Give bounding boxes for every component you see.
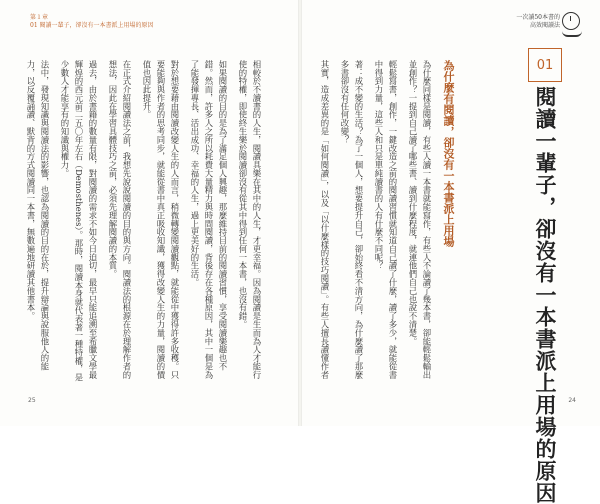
book-series-label: 一次讀50本書的 高效閱讀法 xyxy=(516,14,560,29)
paragraph: 在正式介紹閱讀法之前，我想先說說閱讀的目的與方向。閱讀法的根源在於理解作者的想法，因此在學習具體技巧之前，必須先理解閱讀的本質。 xyxy=(108,60,132,379)
paragraph: 著：成不變的生活？為了一個人，想要提升自己，卻始終看不清方向，為什麼讀了那麼多書卻沒有任何改變？ xyxy=(340,60,364,379)
paragraph: 輕鬆寫書，創作，一鍵改造之前的閱讀習慣就知道自己讀了什麼，讀了多少，就能從書中得到力量，這些人和只是單純讀書的人有什麼不同呢？ xyxy=(374,60,398,379)
running-head-chapter: 第１章 xyxy=(30,14,49,21)
left-page xyxy=(0,0,300,426)
paragraph: 如果閱讀的目的是為了滿足個人興趣，那麼維持目前的閱讀習慣，享受閱讀樂趣也不錯。然而，許多人之所以耗費大量精力與時間閱讀，背後存在各種原因，其中一個是為了能發揮專長、活出成功、幸福的人生，過上更美好的生活。 xyxy=(190,60,228,379)
book-icon xyxy=(562,29,582,37)
paragraph: 法中，發現知識與閱讀法的影響，也認為閱讀的目的在於，提升辯論與說服他人的能力，以反覆誦讀、默背的方式閱讀同一本書，無數遍地研讀其他書本。 xyxy=(26,60,50,371)
book-logo xyxy=(454,12,584,36)
left-body-text xyxy=(26,60,264,382)
paragraph: 對於想要藉由閱讀改變人生的人而言，稍微轉變閱讀觀點，就能從中獲得許多收穫。只要能夠與作者的思考同步，就能從書中真正吸收知識，獲得改變人生的力量，閱讀的價值也因此提升。 xyxy=(142,60,180,379)
running-head-title: 01 閱讀一輩子，卻沒有一本書派上用場的原因 xyxy=(30,22,154,29)
page-number: 25 xyxy=(28,397,36,404)
paragraph: 相較於不讀書的人生，閱讀具樂在其中的人生，才更幸福。因為閱讀是生而為人才能行使的特權，即使終生樂於閱讀卻沒有從其中得到任何一本書，也沒有錯。 xyxy=(238,60,262,379)
clock-icon xyxy=(562,12,580,30)
page-number: 24 xyxy=(568,397,576,404)
paragraph: 其實，造成差異的是「如何閱讀」，以及「以什麼樣的技巧閱讀」。有些人擅長讀懂作者 xyxy=(320,60,330,379)
section-heading: 為什麼有閱讀，卻沒有一本書派上用場 xyxy=(442,60,455,247)
paragraph: 過去，由於書籍的數量有限，對閱讀的需求不如今日迫切，最早只能追溯至希臘文學最輝煌的西元前二五〇年左右（Demosthenes）。那時，閱讀本身就代表著一種特權，是少數人才能享有的知識與權力。 xyxy=(60,60,98,382)
right-body-text xyxy=(318,60,434,382)
chapter-number-box xyxy=(528,48,562,82)
paragraph: 為什麼同樣是閱讀，有些人讀一本書就能寫作，有些人不論讀了幾本書，卻能輕鬆輸出並創作？一提到自己讀了哪些書、讀到什麼程度，就連他們自己也說不清楚。 xyxy=(408,60,432,379)
chapter-title: 閱讀一輩子，卻沒有一本書派上用場的原因 xyxy=(533,86,557,504)
running-head xyxy=(30,14,154,30)
chapter-number: 01 xyxy=(536,57,554,73)
right-page xyxy=(300,0,600,504)
